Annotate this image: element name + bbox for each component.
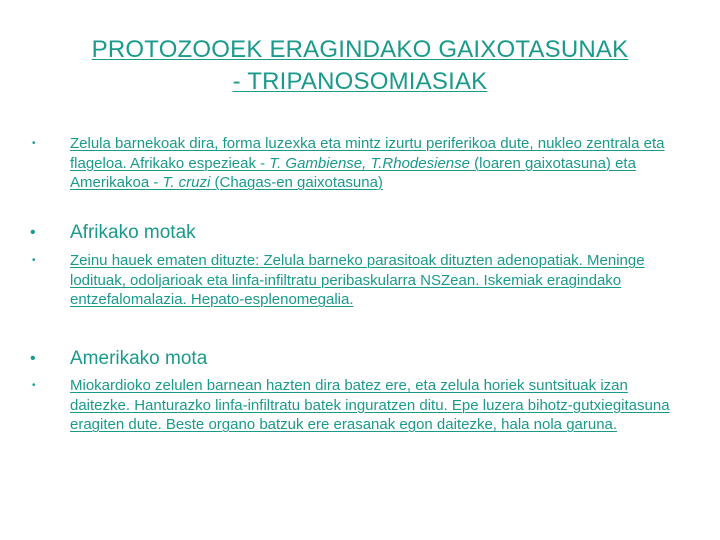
- bullet-item-american-details: [30, 376, 680, 435]
- bullet-dot-icon: •: [30, 224, 36, 241]
- bullet-dot-icon: •: [32, 138, 36, 149]
- bullet-dot-icon: •: [32, 255, 36, 266]
- bullet-item-general: [30, 134, 680, 193]
- bullet-text: Zelula barnekoak dira, forma luzexka eta mintz izurtu periferikoa dute, nukleo zentrala eta flageloa. Afrikako espezieak - T. Gambiense, T.Rhodesiense (loaren gaixotasuna) eta Amerikakoa - T. cruzi (Chagas-en gaixotasuna): [70, 135, 665, 191]
- bullet-text: Miokardioko zelulen barnean hazten dira batez ere, eta zelula horiek suntsituak izan daitezke. Hanturazko linfa-infiltratu batek inguratzen ditu. Epe luzera bihotz-gutxiegitasuna eragiten dute. Beste organo batzuk ere erasanak egon daitezke, hala nola garuna.: [70, 377, 670, 433]
- heading-american-type: Amerikako mota: [70, 348, 208, 369]
- title-line-2: - TRIPANOSOMIASIAK: [232, 68, 488, 95]
- slide-title: [30, 34, 690, 98]
- title-line-1: PROTOZOOEK ERAGINDAKO GAIXOTASUNAK: [91, 36, 629, 63]
- bullet-text: Zeinu hauek ematen dituzte: Zelula barneko parasitoak dituzten adenopatiak. Meninge lodituak, odoljarioak eta linfa-infiltratu peribaskularra NSZean. Iskemiak eragindako entzefalomalazia. Hepato-esplenomegalia.: [70, 252, 645, 308]
- heading-african-types: Afrikako motak: [70, 222, 196, 243]
- heading-item-american: [30, 347, 680, 371]
- heading-item-african: [30, 221, 680, 245]
- bullet-item-african-signs: [30, 251, 680, 310]
- bullet-dot-icon: •: [32, 380, 36, 391]
- bullet-dot-icon: •: [30, 350, 36, 367]
